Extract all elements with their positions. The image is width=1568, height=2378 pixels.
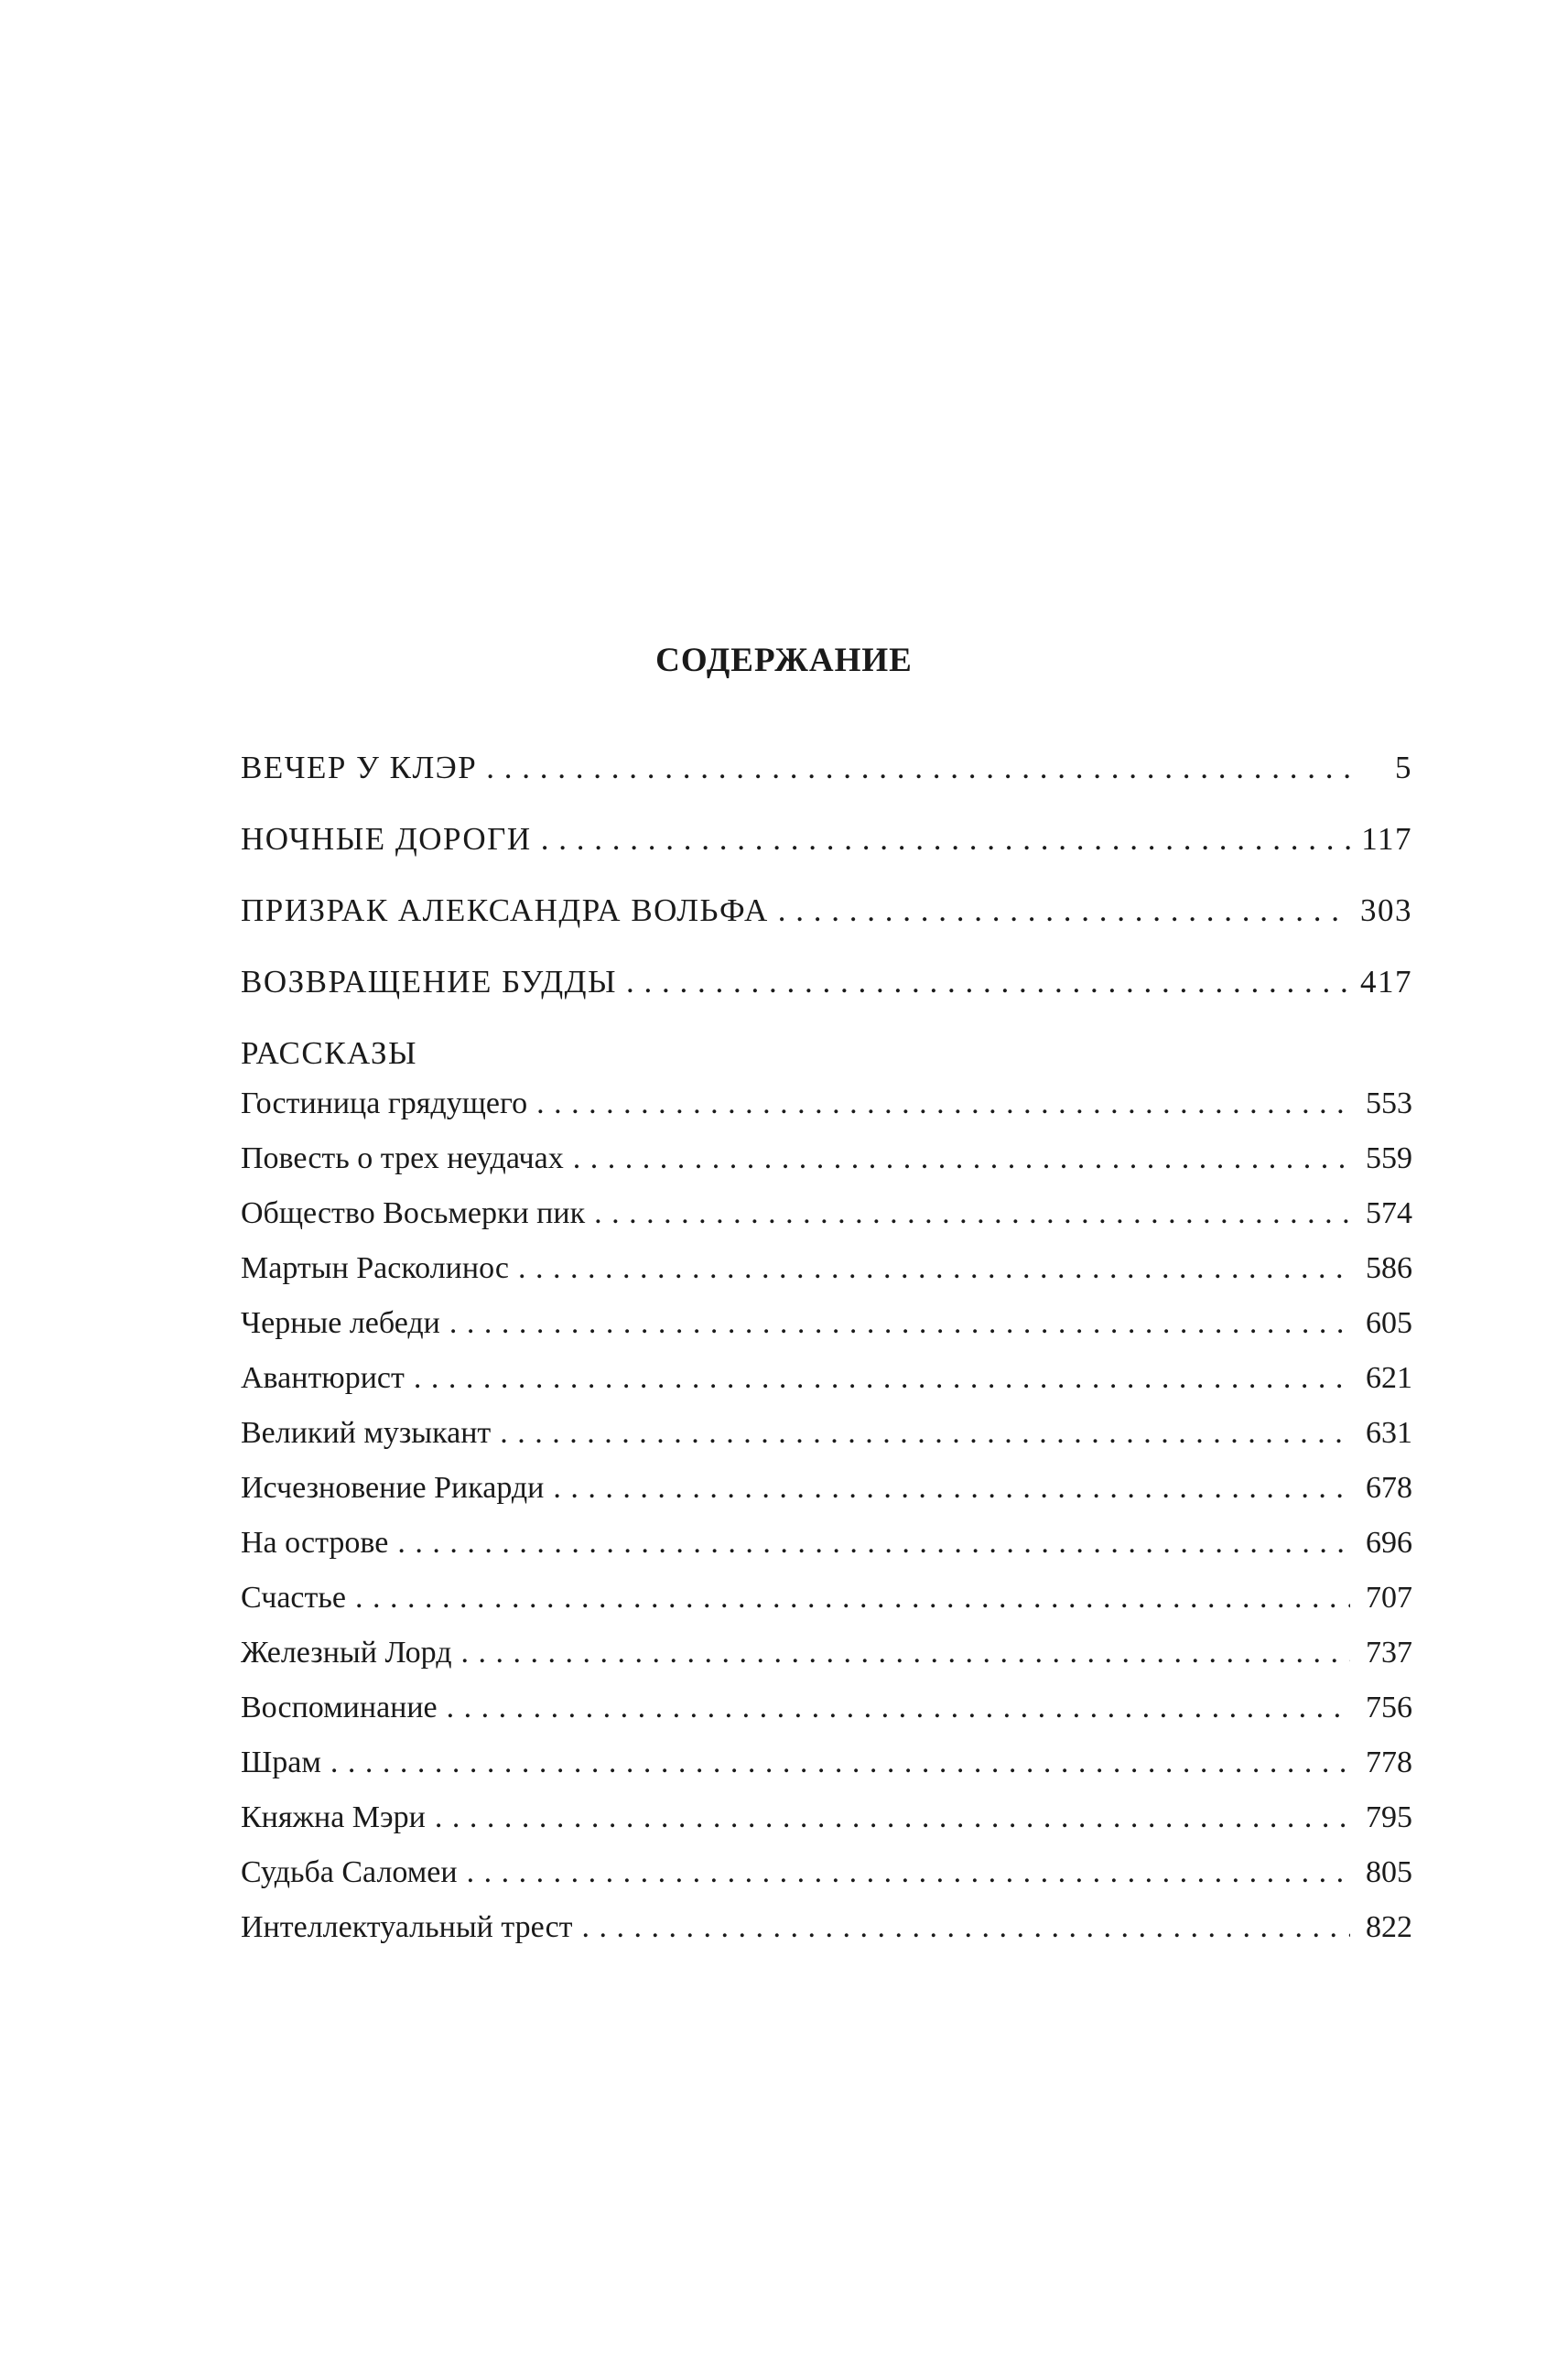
toc-entry-story[interactable] (241, 1296, 1412, 1351)
toc-entry-page: 795 (1366, 1800, 1412, 1834)
toc-entry-story[interactable] (241, 1900, 1412, 1955)
toc-entry-title: Авантюрист (241, 1361, 405, 1395)
dot-leader (541, 804, 1350, 875)
toc-entry-title: Повесть о трех неудачах (241, 1141, 564, 1175)
toc-entry-title: Судьба Саломеи (241, 1855, 458, 1889)
toc-entry-page: 553 (1366, 1086, 1412, 1120)
toc-entry-page: 631 (1366, 1416, 1412, 1450)
dot-leader (449, 1296, 1350, 1351)
toc-entry-story[interactable] (241, 1626, 1412, 1681)
toc-entry-page: 737 (1366, 1636, 1412, 1670)
dot-leader (467, 1845, 1350, 1900)
dot-leader (582, 1900, 1350, 1955)
toc-entry-page: 696 (1366, 1526, 1412, 1560)
toc-entry-title: Черные лебеди (241, 1306, 440, 1340)
dot-leader (594, 1186, 1350, 1241)
toc-entry-title: Великий музыкант (241, 1416, 492, 1450)
toc-entry-story[interactable] (241, 1076, 1412, 1131)
toc-entry-title: Счастье (241, 1581, 346, 1615)
dot-leader (626, 946, 1350, 1018)
toc-entry-title: ПРИЗРАК АЛЕКСАНДРА ВОЛЬФА (241, 892, 769, 928)
toc-entry-title: Интеллектуальный трест (241, 1910, 573, 1944)
stories-section-heading: РАССКАЗЫ (241, 1035, 418, 1071)
toc-entry-story[interactable] (241, 1681, 1412, 1735)
toc-entry-page: 678 (1366, 1471, 1412, 1505)
toc-entry-page: 707 (1366, 1581, 1412, 1615)
toc-entry-story[interactable] (241, 1735, 1412, 1790)
toc-entry-story[interactable] (241, 1461, 1412, 1516)
toc-entry-story[interactable] (241, 1241, 1412, 1296)
dot-leader (330, 1735, 1350, 1790)
toc-entry-title: ВЕЧЕР У КЛЭР (241, 750, 478, 785)
toc-entry-page: 417 (1360, 964, 1412, 1000)
toc-entry-page: 605 (1366, 1306, 1412, 1340)
toc-entry-night-roads[interactable] (241, 804, 1412, 875)
table-of-contents (241, 732, 1412, 1955)
toc-entry-story[interactable] (241, 1131, 1412, 1186)
dot-leader (500, 1406, 1350, 1461)
toc-entry-title: ВОЗВРАЩЕНИЕ БУДДЫ (241, 964, 618, 1000)
toc-entry-title: Воспоминание (241, 1691, 438, 1724)
dot-leader (486, 732, 1350, 804)
toc-entry-page: 586 (1366, 1251, 1412, 1285)
toc-entry-page: 559 (1366, 1141, 1412, 1175)
toc-entry-title: Шрам (241, 1746, 321, 1779)
dot-leader (778, 875, 1350, 946)
toc-entry-page: 822 (1366, 1910, 1412, 1944)
dot-leader (461, 1626, 1350, 1681)
dot-leader (355, 1571, 1350, 1626)
toc-entry-story[interactable] (241, 1516, 1412, 1571)
dot-leader (518, 1241, 1350, 1296)
toc-entry-story[interactable] (241, 1351, 1412, 1406)
toc-entry-title: Железный Лорд (241, 1636, 452, 1670)
toc-entry-title: Гостиница грядущего (241, 1086, 528, 1120)
dot-leader (397, 1516, 1350, 1571)
toc-entry-title: Мартын Расколинос (241, 1251, 510, 1285)
toc-entry-evening-at-claire[interactable] (241, 732, 1412, 804)
toc-entry-story[interactable] (241, 1845, 1412, 1900)
toc-entry-page: 574 (1366, 1196, 1412, 1230)
toc-entry-title: НОЧНЫЕ ДОРОГИ (241, 821, 532, 857)
toc-entry-page: 303 (1360, 892, 1412, 928)
toc-entry-return-of-buddha[interactable] (241, 946, 1412, 1018)
toc-entry-title: Исчезновение Рикарди (241, 1471, 545, 1505)
toc-entry-story[interactable] (241, 1790, 1412, 1845)
toc-entry-title: Княжна Мэри (241, 1800, 426, 1834)
dot-leader (536, 1076, 1350, 1131)
toc-entry-page: 756 (1366, 1691, 1412, 1724)
toc-entry-page: 805 (1366, 1855, 1412, 1889)
toc-entry-page: 117 (1361, 821, 1412, 857)
dot-leader (414, 1351, 1350, 1406)
toc-entry-title: На острове (241, 1526, 389, 1560)
toc-entry-story[interactable] (241, 1571, 1412, 1626)
toc-entry-title: Общество Восьмерки пик (241, 1196, 586, 1230)
toc-entry-story[interactable] (241, 1406, 1412, 1461)
toc-entry-story[interactable] (241, 1186, 1412, 1241)
dot-leader (435, 1790, 1350, 1845)
toc-heading: СОДЕРЖАНИЕ (655, 642, 913, 679)
dot-leader (553, 1461, 1350, 1516)
dot-leader (573, 1131, 1350, 1186)
toc-entry-page: 778 (1366, 1746, 1412, 1779)
dot-leader (447, 1681, 1350, 1735)
toc-entry-ghost-of-alexander-wolf[interactable] (241, 875, 1412, 946)
toc-entry-page: 621 (1366, 1361, 1412, 1395)
toc-entry-page: 5 (1395, 750, 1412, 785)
